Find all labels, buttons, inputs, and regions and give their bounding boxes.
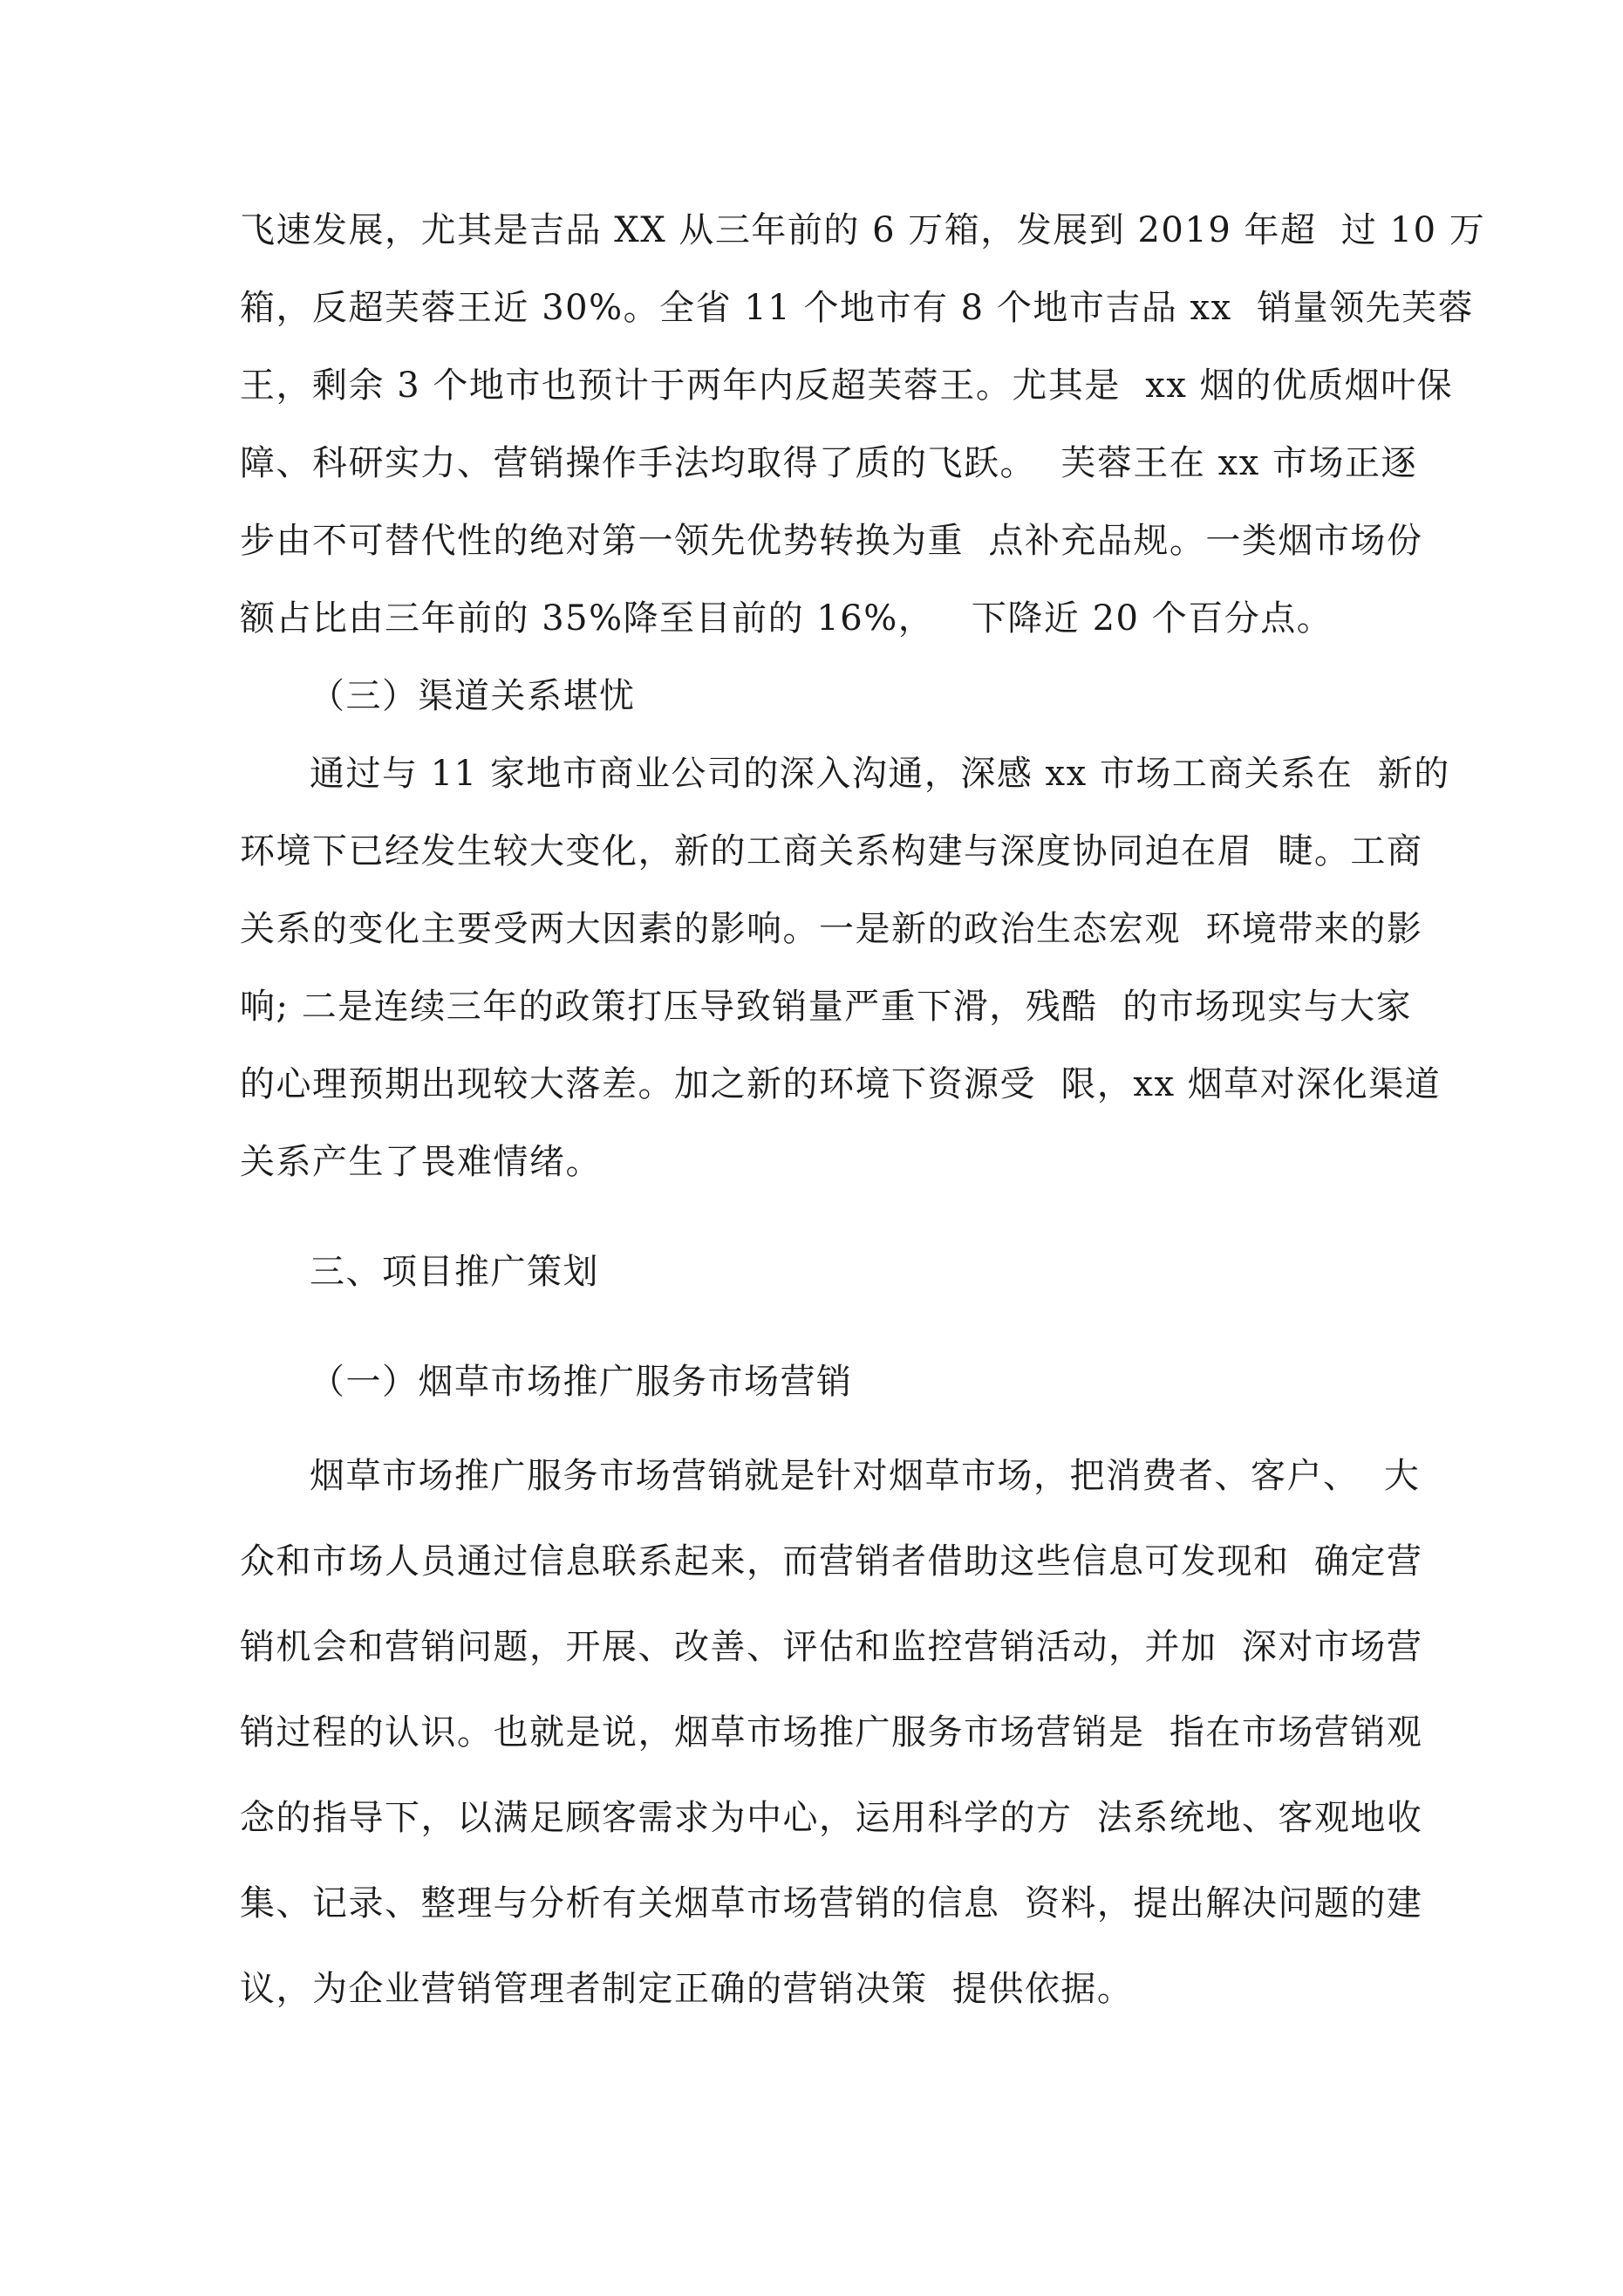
paragraph-line: 销过程的认识。也就是说，烟草市场推广服务市场营销是 指在市场营销观 — [240, 1712, 1423, 1753]
paragraph-line: 烟草市场推广服务市场营销就是针对烟草市场，把消费者、客户、 大 — [310, 1456, 1421, 1496]
section-heading: 三、项目推广策划 — [310, 1252, 599, 1292]
paragraph-line: 飞速发展，尤其是吉品 XX 从三年前的 6 万箱，发展到 2019 年超 过 10 万 — [240, 210, 1486, 250]
paragraph-line: 销机会和营销问题，开展、改善、评估和监控营销活动，并加 深对市场营 — [240, 1627, 1423, 1667]
paragraph-line: 议，为企业营销管理者制定正确的营销决策 提供依据。 — [240, 1969, 1134, 2009]
paragraph-line: 响; 二是连续三年的政策打压导致销量严重下滑，残酷 的市场现实与大家 — [240, 987, 1413, 1027]
paragraph-line: 额占比由三年前的 35%降至目前的 16%， 下降近 20 个百分点。 — [240, 598, 1333, 639]
subheading: （一）烟草市场推广服务市场营销 — [310, 1362, 853, 1402]
paragraph-line: 环境下已经发生较大变化，新的工商关系构建与深度协同迫在眉 睫。工商 — [240, 831, 1423, 871]
paragraph-line: 众和市场人员通过信息联系起来，而营销者借助这些信息可发现和 确定营 — [240, 1541, 1423, 1582]
paragraph-line: 通过与 11 家地市商业公司的深入沟通，深感 xx 市场工商关系在 新的 — [310, 754, 1450, 794]
paragraph-line: 关系的变化主要受两大因素的影响。一是新的政治生态宏观 环境带来的影 — [240, 909, 1423, 949]
paragraph-line: 集、记录、整理与分析有关烟草市场营销的信息 资料，提出解决问题的建 — [240, 1883, 1423, 1924]
paragraph-line: 障、科研实力、营销操作手法均取得了质的飞跃。 芙蓉王在 xx 市场正逐 — [240, 443, 1417, 483]
paragraph-line: 箱，反超芙蓉王近 30%。全省 11 个地市有 8 个地市吉品 xx 销量领先芙蓉 — [240, 288, 1475, 328]
paragraph-line: 念的指导下，以满足顾客需求为中心，运用科学的方 法系统地、客观地收 — [240, 1798, 1423, 1838]
paragraph-line: 步由不可替代性的绝对第一领先优势转换为重 点补充品规。一类烟市场份 — [240, 521, 1423, 561]
paragraph-line: 王，剩余 3 个地市也预计于两年内反超芙蓉王。尤其是 xx 烟的优质烟叶保 — [240, 366, 1454, 406]
paragraph-line: 的心理预期出现较大落差。加之新的环境下资源受 限，xx 烟草对深化渠道 — [240, 1064, 1442, 1104]
paragraph-line: 关系产生了畏难情绪。 — [240, 1142, 602, 1182]
subheading: （三）渠道关系堪忧 — [310, 676, 636, 716]
